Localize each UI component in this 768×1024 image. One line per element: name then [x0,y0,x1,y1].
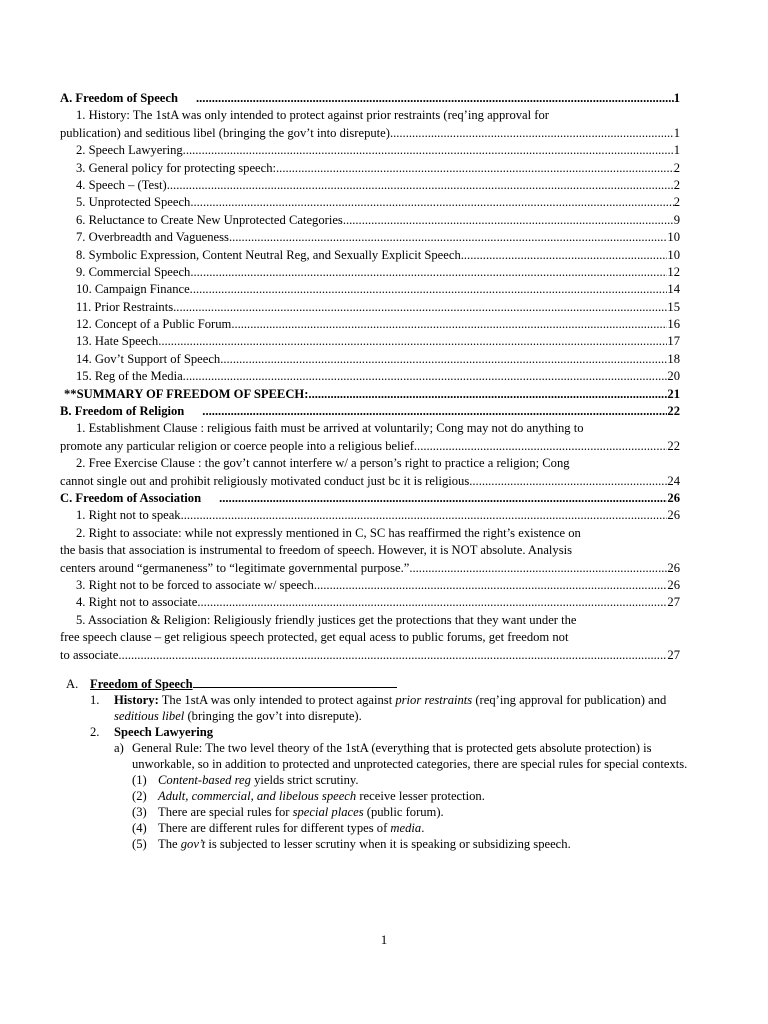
toc-item[interactable]: 1. Right not to speak ..... 26 [60,507,680,524]
outline-item-speech-lawyering: 2. Speech Lawyering [90,725,213,739]
toc-item[interactable]: 14. Gov’t Support of Speech ..... 18 [60,351,680,368]
outline-point: (3) There are special rules for special places (public forum). [132,805,444,819]
outline-point: (5) The gov’t is subjected to lesser scrutiny when it is speaking or subsidizing speech. [132,837,571,851]
toc-item-cont[interactable]: publication) and seditious libel (bringing the gov’t into disrepute) ..... 1 [60,125,680,142]
toc-item[interactable]: 5. Association & Religion: Religiously friendly justices get the protections that they want under the [76,612,577,627]
toc-section-speech[interactable]: A. Freedom of Speech ..... 1 [60,90,680,107]
toc-item[interactable]: 5. Unprotected Speech ..... 2 [60,194,680,211]
toc-item[interactable]: 13. Hate Speech ..... 17 [60,333,680,350]
toc-section-association[interactable]: C. Freedom of Association ..... 26 [60,490,680,507]
toc-item[interactable]: 10. Campaign Finance ..... 14 [60,281,680,298]
toc-item[interactable]: 8. Symbolic Expression, Content Neutral Reg, and Sexually Explicit Speech ..... 10 [60,247,680,264]
outline-point: (1) Content-based reg yields strict scrutiny. [132,773,359,787]
toc-item[interactable]: 6. Reluctance to Create New Unprotected Categories ..... 9 [60,212,680,229]
toc-item-cont: free speech clause – get religious speech protected, get equal acess to public forums, get freedom not [60,630,569,645]
toc-item-cont[interactable]: promote any particular religion or coerce people into a religious belief ..... 22 [60,438,680,455]
toc-section-religion[interactable]: B. Freedom of Religion ..... 22 [60,403,680,420]
toc-item[interactable]: 2. Free Exercise Clause : the gov’t cannot interfere w/ a person’s right to practice a religion; Cong [76,456,570,471]
toc-item[interactable]: 11. Prior Restraints ..... 15 [60,299,680,316]
outline-heading-a: A. Freedom of Speech [66,676,706,692]
outline-point: (4) There are different rules for different types of media. [132,821,425,835]
toc-item[interactable]: 1. Establishment Clause : religious faith must be arrived at voluntarily; Cong may not do anything to [76,421,584,436]
page-number: 1 [380,932,388,947]
toc-item[interactable]: 1. History: The 1stA was only intended to protect against prior restraints (req’ing approval for [76,108,549,123]
outline-point: (2) Adult, commercial, and libelous speech receive lesser protection. [132,789,485,803]
toc-item-cont: the basis that association is instrumental to freedom of speech. However, it is NOT absolute. Analysis [60,543,573,558]
toc-item-cont[interactable]: to associate ..... 27 [60,647,680,664]
toc-item[interactable]: 9. Commercial Speech ..... 12 [60,264,680,281]
outline-item-history: 1. History: The 1stA was only intended to protect against prior restraints (req’ing approval for publication) and seditious libel (bringing the gov’t into disrepute). [90,693,667,723]
toc-item[interactable]: 7. Overbreadth and Vagueness ..... 10 [60,229,680,246]
toc-summary[interactable]: **SUMMARY OF FREEDOM OF SPEECH: ..... 21 [60,386,680,403]
toc-item[interactable]: 2. Right to associate: while not expressly mentioned in C, SC has reaffirmed the right’s existence on [76,525,581,540]
toc-item-cont[interactable]: cannot single out and prohibit religiously motivated conduct just bc it is religious ..... 24 [60,473,680,490]
underline-rule [193,676,397,688]
toc-item-cont[interactable]: centers around “germaneness” to “legitimate governmental purpose.” ..... 26 [60,560,680,577]
toc-item[interactable]: 3. General policy for protecting speech: ..... 2 [60,160,680,177]
toc-item[interactable]: 12. Concept of a Public Forum ..... 16 [60,316,680,333]
outline-body [66,676,706,852]
table-of-contents [60,90,680,664]
toc-item[interactable]: 4. Speech – (Test) ..... 2 [60,177,680,194]
outline-subitem-general-rule: a) General Rule: The two level theory of the 1stA (everything that is protected gets absolute protection) is unworkable, so in addition to protected and unprotected categories, there are special rules for special contexts. [114,741,688,771]
toc-item[interactable]: 4. Right not to associate ..... 27 [60,594,680,611]
outline-title: Freedom of Speech [90,677,193,691]
toc-item[interactable]: 15. Reg of the Media ..... 20 [60,368,680,385]
toc-item[interactable]: 3. Right not to be forced to associate w/ speech ..... 26 [60,577,680,594]
toc-item[interactable]: 2. Speech Lawyering ..... 1 [60,142,680,159]
